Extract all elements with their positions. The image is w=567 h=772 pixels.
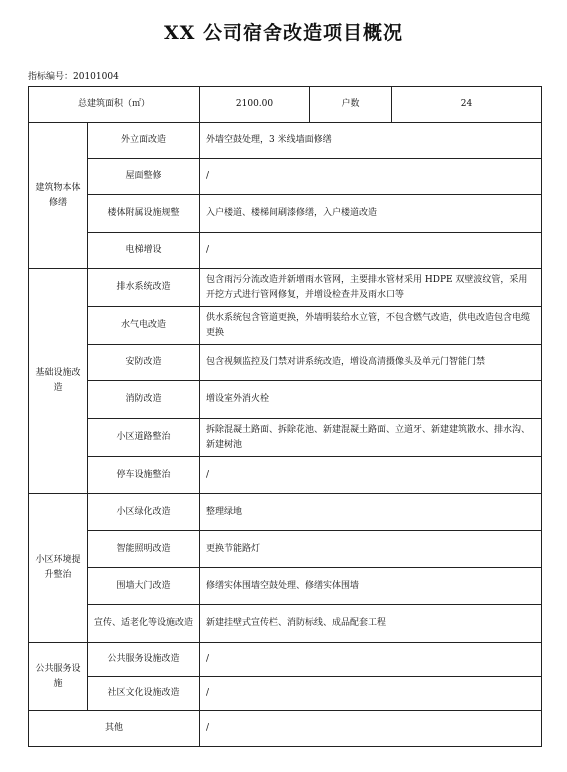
table-row [29, 531, 542, 568]
item-content: 入户楼道、楼梯间刷漆修缮，入户楼道改造 [200, 195, 542, 233]
item-label: 水气电改造 [88, 307, 200, 345]
table-row [29, 568, 542, 605]
item-content: / [200, 233, 542, 269]
table-row [29, 381, 542, 419]
other-label: 其他 [29, 711, 200, 747]
item-label: 安防改造 [88, 345, 200, 381]
table-row [29, 677, 542, 711]
table-row [29, 419, 542, 457]
table-row [29, 345, 542, 381]
item-content: 外墙空鼓处理，3 米线墙面修缮 [200, 123, 542, 159]
item-content: / [200, 643, 542, 677]
item-label: 楼体附属设施规整 [88, 195, 200, 233]
item-content: 增设室外消火栓 [200, 381, 542, 419]
table-row [29, 605, 542, 643]
table-row [29, 643, 542, 677]
households-label: 户数 [310, 87, 392, 123]
item-label: 宣传、适老化等设施改造 [88, 605, 200, 643]
item-content: 包含视频监控及门禁对讲系统改造，增设高清摄像头及单元门智能门禁 [200, 345, 542, 381]
item-label: 智能照明改造 [88, 531, 200, 568]
project-overview-table [28, 86, 542, 747]
item-content: 整理绿地 [200, 494, 542, 531]
area-label: 总建筑面积（㎡） [29, 87, 200, 123]
item-content: 供水系统包含管道更换，外墙明装给水立管，不包含燃气改造，供电改造包含电缆更换 [200, 307, 542, 345]
table-row [29, 159, 542, 195]
item-content: / [200, 159, 542, 195]
section-name: 公共服务设施 [29, 643, 88, 711]
document-number: 指标编号：20101004 [28, 72, 119, 82]
item-label: 小区绿化改造 [88, 494, 200, 531]
item-label: 公共服务设施改造 [88, 643, 200, 677]
item-content: / [200, 457, 542, 494]
item-content: 拆除混凝土路面、拆除花池、新建混凝土路面、立道牙、新建建筑散水、排水沟、新建树池 [200, 419, 542, 457]
item-label: 消防改造 [88, 381, 200, 419]
summary-row [29, 87, 542, 123]
table-row [29, 457, 542, 494]
item-label: 电梯增设 [88, 233, 200, 269]
section-name: 小区环境提升整治 [29, 494, 88, 643]
item-content: 更换节能路灯 [200, 531, 542, 568]
item-label: 社区文化设施改造 [88, 677, 200, 711]
item-label: 排水系统改造 [88, 269, 200, 307]
table-row [29, 195, 542, 233]
item-label: 停车设施整治 [88, 457, 200, 494]
table-row [29, 123, 542, 159]
item-label: 围墙大门改造 [88, 568, 200, 605]
area-value: 2100.00 [200, 87, 310, 123]
item-content: / [200, 677, 542, 711]
item-label: 屋面整修 [88, 159, 200, 195]
item-content: 包含雨污分流改造并新增雨水管网，主要排水管材采用 HDPE 双壁波纹管，采用开挖方式进行管网修复，并增设检查井及雨水口等 [200, 269, 542, 307]
item-content: 新建挂壁式宣传栏、消防标线、成品配套工程 [200, 605, 542, 643]
item-content: 修缮实体围墙空鼓处理、修缮实体围墙 [200, 568, 542, 605]
other-content: / [200, 711, 542, 747]
section-name: 基础设施改造 [29, 269, 88, 494]
table-row [29, 494, 542, 531]
table-row [29, 233, 542, 269]
other-row [29, 711, 542, 747]
section-name: 建筑物本体修缮 [29, 123, 88, 269]
item-label: 外立面改造 [88, 123, 200, 159]
document-title: XX 公司宿舍改造项目概况 [163, 22, 404, 44]
households-value: 24 [392, 87, 542, 123]
item-label: 小区道路整治 [88, 419, 200, 457]
table-row [29, 307, 542, 345]
table-row [29, 269, 542, 307]
